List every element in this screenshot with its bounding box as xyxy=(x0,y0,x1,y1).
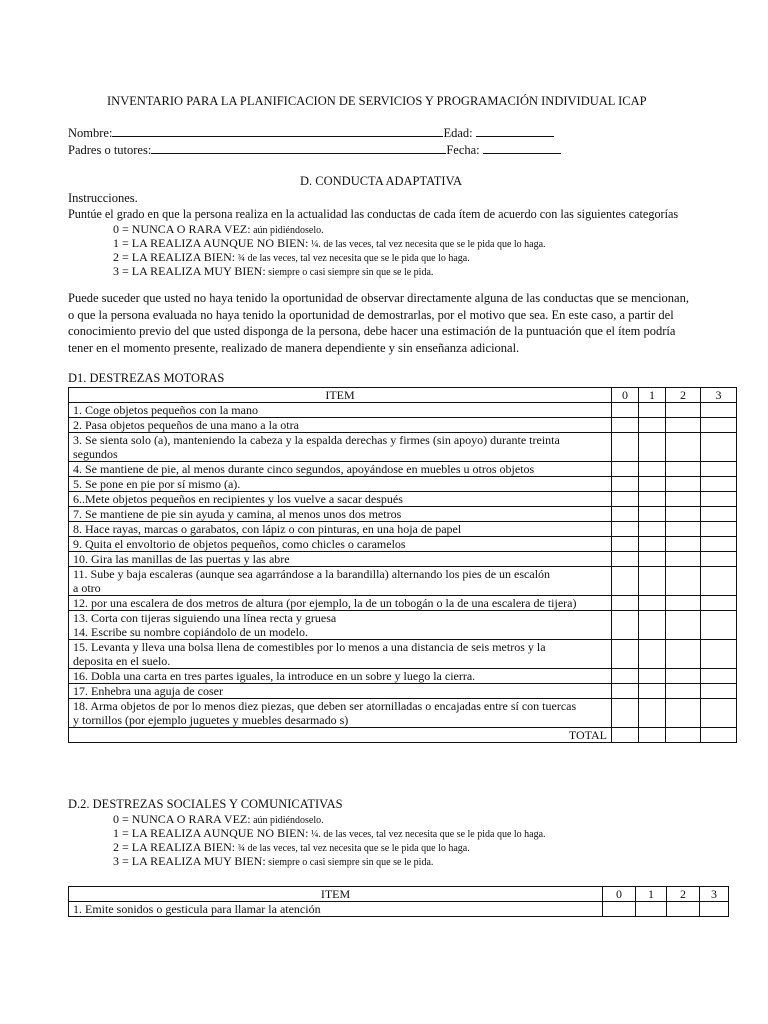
d1-score-cell-3[interactable] xyxy=(701,596,737,611)
d1-score-cell-1[interactable] xyxy=(639,684,666,699)
d2-header-c1: 1 xyxy=(636,887,667,902)
d1-score-cell-2[interactable] xyxy=(666,684,701,699)
d2-score-cell-0[interactable] xyxy=(603,902,636,917)
d1-score-cell-3[interactable] xyxy=(701,403,737,418)
table-row xyxy=(69,669,737,684)
d2-header-c3: 3 xyxy=(700,887,729,902)
d1-table xyxy=(68,387,737,743)
d1-score-cell-0[interactable] xyxy=(612,640,639,669)
d1-score-cell-2[interactable] xyxy=(666,477,701,492)
d1-score-cell-2[interactable] xyxy=(666,537,701,552)
d1-score-cell-1[interactable] xyxy=(639,403,666,418)
d1-total-cell-0[interactable] xyxy=(612,728,639,743)
table-row xyxy=(69,537,737,552)
d1-header-c1: 1 xyxy=(639,388,666,403)
d1-item-5: 5. Se pone en pie por sí mismo (a). xyxy=(69,477,612,492)
d1-score-cell-1[interactable] xyxy=(639,522,666,537)
d1-score-cell-0[interactable] xyxy=(612,522,639,537)
edad-label: Edad: xyxy=(443,126,473,140)
d1-score-cell-1[interactable] xyxy=(639,492,666,507)
d1-score-cell-2[interactable] xyxy=(666,611,701,640)
d1-score-cell-0[interactable] xyxy=(612,567,639,596)
d1-score-cell-3[interactable] xyxy=(701,492,737,507)
d1-score-cell-0[interactable] xyxy=(612,669,639,684)
d1-header-c0: 0 xyxy=(612,388,639,403)
d1-score-cell-0[interactable] xyxy=(612,462,639,477)
d1-score-cell-2[interactable] xyxy=(666,669,701,684)
d1-score-cell-2[interactable] xyxy=(666,567,701,596)
table-row xyxy=(69,596,737,611)
d1-score-cell-1[interactable] xyxy=(639,418,666,433)
d1-score-cell-1[interactable] xyxy=(639,611,666,640)
d1-score-cell-3[interactable] xyxy=(701,537,737,552)
d1-item-11: 11. Sube y baja escaleras (aunque sea agarrándose a la barandilla) alternando los pies de un escalón a otro xyxy=(69,567,612,596)
d1-total-cell-1[interactable] xyxy=(639,728,666,743)
table-row xyxy=(69,418,737,433)
table-row xyxy=(69,492,737,507)
instructions-paragraph: Puede suceder que usted no haya tenido la oportunidad de observar directamente alguna de las conductas que se mencionan, o que la persona evaluada no haya tenido la oportunidad de demostrarlas, por el motivo que sea. En este caso, a partir del conocimiento previo del que usted disponga de la persona, debe hacer una estimación de la puntuación que el ítem podría tener en el momento presente, realizado de manera dependiente y sin enseñanza adicional. xyxy=(68,291,689,355)
d1-title: D1. DESTREZAS MOTORAS xyxy=(68,371,225,385)
d1-header-c2: 2 xyxy=(666,388,701,403)
d1-score-cell-0[interactable] xyxy=(612,418,639,433)
padres-label: Padres o tutores: xyxy=(68,143,152,157)
d1-score-cell-2[interactable] xyxy=(666,433,701,462)
d2-header-row xyxy=(69,887,729,902)
d1-score-cell-1[interactable] xyxy=(639,669,666,684)
d2-category-0: 0 = NUNCA O RARA VEZ: aún pidiéndoselo. xyxy=(113,812,324,826)
fecha-label: Fecha: xyxy=(446,143,480,157)
category-0: 0 = NUNCA O RARA VEZ: aún pidiéndoselo. xyxy=(113,222,324,236)
d1-total-label: TOTAL xyxy=(69,728,612,743)
d1-score-cell-1[interactable] xyxy=(639,537,666,552)
d2-score-cell-3[interactable] xyxy=(700,902,729,917)
d2-header-item: ITEM xyxy=(69,887,603,902)
d1-score-cell-3[interactable] xyxy=(701,684,737,699)
d1-item-10: 10. Gira las manillas de las puertas y las abre xyxy=(69,552,612,567)
section-title: D. CONDUCTA ADAPTATIVA xyxy=(300,174,463,188)
d2-item-1: 1. Emite sonidos o gesticula para llamar la atención xyxy=(69,902,603,917)
d1-score-cell-1[interactable] xyxy=(639,699,666,728)
d1-item-7: 7. Se mantiene de pie sin ayuda y camina, al menos unos dos metros xyxy=(69,507,612,522)
d1-score-cell-1[interactable] xyxy=(639,507,666,522)
d2-header-c0: 0 xyxy=(603,887,636,902)
table-row xyxy=(69,403,737,418)
d1-item-1: 1. Coge objetos pequeños con la mano xyxy=(69,403,612,418)
d2-category-2: 2 = LA REALIZA BIEN: ¾ de las veces, tal vez necesita que se le pida que lo haga. xyxy=(113,840,470,854)
d1-score-cell-3[interactable] xyxy=(701,699,737,728)
d2-score-cell-2[interactable] xyxy=(667,902,700,917)
d1-item-16: 17. Enhebra una aguja de coser xyxy=(69,684,612,699)
d1-score-cell-1[interactable] xyxy=(639,462,666,477)
edad-line xyxy=(476,126,554,137)
d1-score-cell-3[interactable] xyxy=(701,611,737,640)
d1-score-cell-0[interactable] xyxy=(612,684,639,699)
d1-score-cell-1[interactable] xyxy=(639,596,666,611)
table-row xyxy=(69,433,737,462)
d2-table xyxy=(68,886,729,917)
table-row xyxy=(69,522,737,537)
d1-item-14: 15. Levanta y lleva una bolsa llena de comestibles por lo menos a una distancia de seis metros y la deposita en el suelo. xyxy=(69,640,612,669)
d2-title: D.2. DESTREZAS SOCIALES Y COMUNICATIVAS xyxy=(68,797,343,811)
instructions-text: Puntúe el grado en que la persona realiza en la actualidad las conductas de cada ítem de acuerdo con las siguientes categorías xyxy=(68,207,679,221)
d1-score-cell-1[interactable] xyxy=(639,477,666,492)
d1-score-cell-3[interactable] xyxy=(701,433,737,462)
category-3: 3 = LA REALIZA MUY BIEN: siempre o casi siempre sin que se le pida. xyxy=(113,264,434,278)
d1-item-8: 8. Hace rayas, marcas o garabatos, con lápiz o con pinturas, en una hoja de papel xyxy=(69,522,612,537)
table-row xyxy=(69,640,737,669)
d1-score-cell-0[interactable] xyxy=(612,507,639,522)
d1-item-17: 18. Arma objetos de por lo menos diez piezas, que deben ser atornilladas o encajadas entre sí con tuercas y tornillos (por ejemplo juguetes y muebles desarmado s) xyxy=(69,699,612,728)
padres-field[interactable] xyxy=(68,143,561,158)
instructions-label: Instrucciones. xyxy=(68,191,138,205)
table-row xyxy=(69,611,737,640)
table-row xyxy=(69,699,737,728)
d1-score-cell-1[interactable] xyxy=(639,552,666,567)
d1-score-cell-1[interactable] xyxy=(639,433,666,462)
d1-item-6: 6..Mete objetos pequeños en recipientes y los vuelve a sacar después xyxy=(69,492,612,507)
d1-total-cell-3[interactable] xyxy=(701,728,737,743)
d1-score-cell-3[interactable] xyxy=(701,477,737,492)
d1-score-cell-2[interactable] xyxy=(666,522,701,537)
d1-header-item: ITEM xyxy=(69,388,612,403)
d1-item-13: 13. Corta con tijeras siguiendo una línea recta y gruesa 14. Escribe su nombre copiándolo de un modelo. xyxy=(69,611,612,640)
nombre-field[interactable] xyxy=(68,126,554,141)
d1-score-cell-3[interactable] xyxy=(701,552,737,567)
d1-score-cell-0[interactable] xyxy=(612,477,639,492)
d1-total-cell-2[interactable] xyxy=(666,728,701,743)
d1-score-cell-2[interactable] xyxy=(666,507,701,522)
nombre-label: Nombre: xyxy=(68,126,113,140)
d1-score-cell-0[interactable] xyxy=(612,596,639,611)
table-row xyxy=(69,552,737,567)
d1-score-cell-2[interactable] xyxy=(666,552,701,567)
nombre-line xyxy=(112,126,443,137)
category-1: 1 = LA REALIZA AUNQUE NO BIEN: ¼. de las veces, tal vez necesita que se le pida que lo haga. xyxy=(113,236,546,250)
d1-score-cell-0[interactable] xyxy=(612,552,639,567)
d1-score-cell-2[interactable] xyxy=(666,462,701,477)
d1-total-row xyxy=(69,728,737,743)
d1-score-cell-3[interactable] xyxy=(701,567,737,596)
category-2: 2 = LA REALIZA BIEN: ¾ de las veces, tal vez necesita que se le pida que lo haga. xyxy=(113,250,470,264)
d1-score-cell-0[interactable] xyxy=(612,433,639,462)
d1-score-cell-0[interactable] xyxy=(612,492,639,507)
d1-score-cell-3[interactable] xyxy=(701,462,737,477)
d1-item-9: 9. Quita el envoltorio de objetos pequeños, como chicles o caramelos xyxy=(69,537,612,552)
d1-score-cell-2[interactable] xyxy=(666,403,701,418)
d1-score-cell-3[interactable] xyxy=(701,669,737,684)
table-row xyxy=(69,567,737,596)
table-row xyxy=(69,477,737,492)
d1-score-cell-2[interactable] xyxy=(666,418,701,433)
d1-item-2: 2. Pasa objetos pequeños de una mano a la otra xyxy=(69,418,612,433)
d1-score-cell-0[interactable] xyxy=(612,537,639,552)
table-row xyxy=(69,684,737,699)
d1-score-cell-0[interactable] xyxy=(612,611,639,640)
table-row xyxy=(69,462,737,477)
d1-score-cell-3[interactable] xyxy=(701,522,737,537)
d1-score-cell-2[interactable] xyxy=(666,699,701,728)
d1-score-cell-2[interactable] xyxy=(666,640,701,669)
d1-score-cell-3[interactable] xyxy=(701,640,737,669)
d1-score-cell-3[interactable] xyxy=(701,418,737,433)
padres-line xyxy=(151,143,446,154)
d1-score-cell-2[interactable] xyxy=(666,492,701,507)
d1-score-cell-2[interactable] xyxy=(666,596,701,611)
table-row xyxy=(69,902,729,917)
fecha-line xyxy=(483,143,561,154)
d2-header-c2: 2 xyxy=(667,887,700,902)
d1-score-cell-0[interactable] xyxy=(612,699,639,728)
table-row xyxy=(69,507,737,522)
d1-score-cell-1[interactable] xyxy=(639,567,666,596)
d1-item-12: 12. por una escalera de dos metros de altura (por ejemplo, la de un tobogán o la de una escalera de tijera) xyxy=(69,596,612,611)
document-title: INVENTARIO PARA LA PLANIFICACION DE SERVICIOS Y PROGRAMACIÓN INDIVIDUAL ICAP xyxy=(107,94,647,108)
d1-score-cell-3[interactable] xyxy=(701,507,737,522)
d1-score-cell-0[interactable] xyxy=(612,403,639,418)
d2-category-3: 3 = LA REALIZA MUY BIEN: siempre o casi siempre sin que se le pida. xyxy=(113,854,434,868)
d1-header-c3: 3 xyxy=(701,388,737,403)
d1-score-cell-1[interactable] xyxy=(639,640,666,669)
d1-header-row xyxy=(69,388,737,403)
d2-score-cell-1[interactable] xyxy=(636,902,667,917)
d1-item-4: 4. Se mantiene de pie, al menos durante cinco segundos, apoyándose en muebles u otros objetos xyxy=(69,462,612,477)
d1-item-3: 3. Se sienta solo (a), manteniendo la cabeza y la espalda derechas y firmes (sin apoyo) durante treinta segundos xyxy=(69,433,612,462)
d2-category-1: 1 = LA REALIZA AUNQUE NO BIEN: ¼. de las veces, tal vez necesita que se le pida que lo haga. xyxy=(113,826,546,840)
d1-item-15: 16. Dobla una carta en tres partes iguales, la introduce en un sobre y luego la cierra. xyxy=(69,669,612,684)
